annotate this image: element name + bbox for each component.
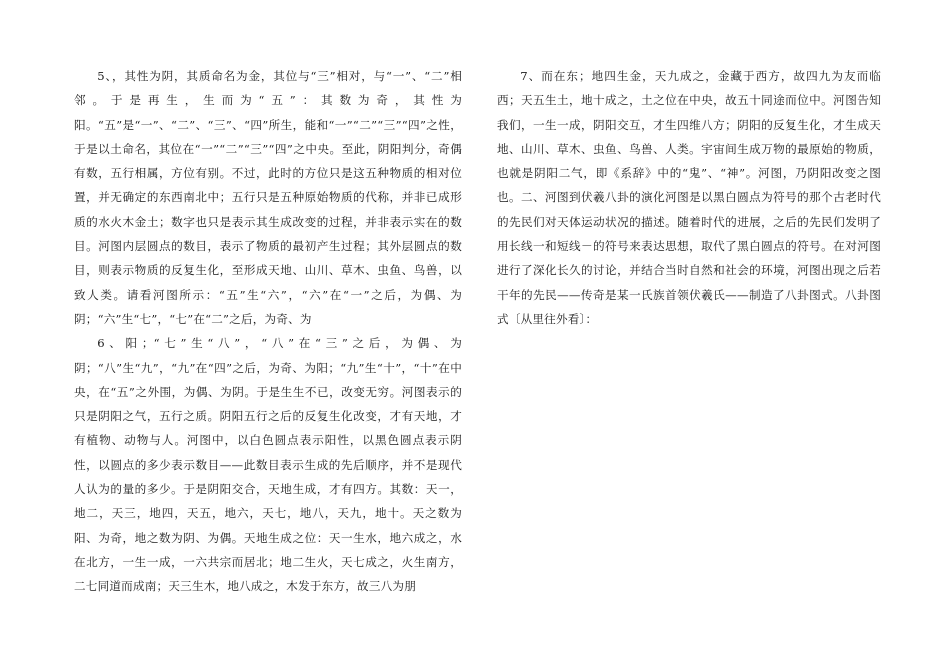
right-column <box>497 64 881 331</box>
paragraph-5: 5、，其性为阴，其质命名为金，其位与“三”相对，与“一”、“二”相邻。于是再生，生而为“五”：其数为奇，其性为阳。“五”是“一”、“二”、“三”、“四”所生，能和“一”“二”“三”“四”之性，于是以土命名，其位在“一”“二”“三”“四”之中央。至此，阴阳判分，奇偶有数，五行相属，方位有别。不过，此时的方位只是这五种物质的相对位置，并无确定的东西南北中；五行只是五种原始物质的代称，并非已成形质的水火木金土；数字也只是表示其生成改变的过程，并非表示实在的数目。河图内层圆点的数目，表示了物质的最初产生过程；其外层圆点的数目，则表示物质的反复生化，至形成天地、山川、草木、虫鱼、鸟兽，以致人类。请看河图所示：“五”生“六”，“六”在“一”之后，为偶、为阴；“六”生“七”，“七”在“二”之后，为奇、为 <box>74 69 462 326</box>
paragraph-6: 6、阳；“七”生“八”，“八”在“三”之后，为偶、为阴；“八”生“九”，“九”在“四”之后，为奇、为阳；“九”生“十”，“十”在中央，在“五”之外围，为偶、为阴。于是生生不已，改变无穷。河图表示的只是阴阳之气，五行之质。阴阳五行之后的反复生化改变，才有天地，才有植物、动物与人。河图中，以白色圆点表示阳性，以黑色圆点表示阴性，以圆点的多少表示数目——此数目表示生成的先后顺序，并不是现代人认为的量的多少。于是阴阳交合，天地生成，才有四方。其数：天一，地二，天三，地四，天五，地六，天七，地八，天九，地十。天之数为阳、为奇，地之数为阴、为偶。天地生成之位：天一生水，地六成之，水在北方，一生一成，一六共宗而居北；地二生火，天七成之，火生南方，二七同道而成南；天三生木，地八成之，木发于东方，故三八为朋 <box>74 336 462 594</box>
left-column <box>74 64 462 599</box>
paragraph-7: 7、而在东；地四生金，天九成之，金藏于西方，故四九为友而临西；天五生土，地十成之，土之位在中央，故五十同途而位中。河图告知我们，一生一成，阴阳交互，才生四维八方；阴阳的反复生化，才生成天地、山川、草木、虫鱼、鸟兽、人类。宇宙间生成万物的最原始的物质，也就是阴阳二气，即《系辞》中的“鬼”、“神”。河图，乃阴阳改变之图也。二、河图到伏羲八卦的演化河图是以黑白圆点为符号的那个古老时代的先民们对天体运动状况的描述。随着时代的进展，之后的先民们发明了用长线一和短线－的符号来表达思想，取代了黑白圆点的符号。在对河图进行了深化长久的讨论，并结合当时自然和社会的环境，河图出现之后若干年的先民——传奇是某一氏族首领伏羲氏——制造了八卦图式。八卦图式〔从里往外看〕： <box>497 69 881 326</box>
